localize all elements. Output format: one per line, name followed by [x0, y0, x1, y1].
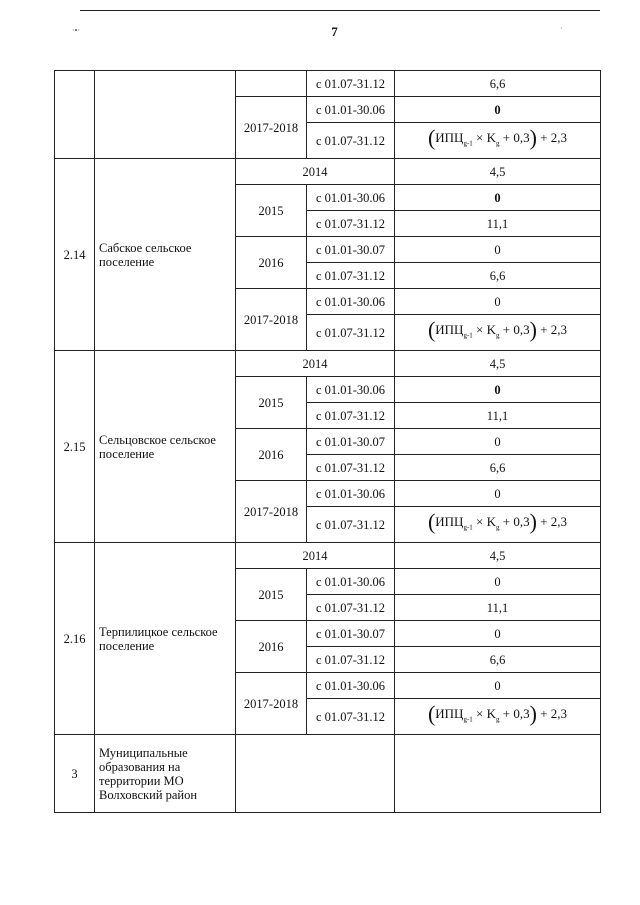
tariff-table	[54, 70, 601, 813]
period-cell: с 01.07-31.12	[307, 507, 395, 543]
year-cell: 2017-2018	[236, 673, 307, 735]
formula-cell	[395, 507, 601, 543]
settlement-name: Сабское сельское поселение	[95, 159, 236, 351]
formula-cell	[395, 315, 601, 351]
value-cell: 0	[395, 97, 601, 123]
value-cell: 0	[395, 673, 601, 699]
year-cell: 2017-2018	[236, 481, 307, 543]
tariff-formula: $(ИПЦ_{g-1} \times K_g + 0,3) + 2,3$	[427, 124, 568, 150]
value-cell: 0	[395, 377, 601, 403]
table-row	[55, 543, 601, 569]
year-cell: 2016	[236, 621, 307, 673]
year-cell	[236, 735, 395, 813]
year-cell: 2016	[236, 237, 307, 289]
value-cell: 6,6	[395, 647, 601, 673]
table-row	[55, 71, 601, 97]
table-row	[55, 351, 601, 377]
value-cell: 4,5	[395, 159, 601, 185]
settlement-name: Сельцовское сельское поселение	[95, 351, 236, 543]
period-cell: с 01.07-31.12	[307, 455, 395, 481]
table-row	[55, 735, 601, 813]
period-cell: с 01.01-30.06	[307, 377, 395, 403]
page-number: 7	[331, 24, 338, 39]
year-cell: 2015	[236, 569, 307, 621]
tariff-formula: $(ИПЦ_{g-1} \times K_g + 0,3) + 2,3$	[427, 316, 568, 342]
period-cell: с 01.07-31.12	[307, 211, 395, 237]
year-cell: 2014	[236, 351, 395, 377]
period-cell: с 01.07-31.12	[307, 71, 395, 97]
value-cell: 0	[395, 237, 601, 263]
tariff-formula: $(ИПЦ_{g-1} \times K_g + 0,3) + 2,3$	[427, 700, 568, 726]
top-rule	[80, 10, 600, 11]
section-number: 2.14	[55, 159, 95, 351]
period-cell: с 01.07-31.12	[307, 123, 395, 159]
period-cell: с 01.01-30.06	[307, 569, 395, 595]
year-cell: 2016	[236, 429, 307, 481]
year-cell: 2017-2018	[236, 97, 307, 159]
period-cell: с 01.01-30.06	[307, 185, 395, 211]
value-cell: 11,1	[395, 403, 601, 429]
formula-cell	[395, 699, 601, 735]
scan-speck: ·•·	[72, 26, 81, 35]
period-cell: с 01.01-30.07	[307, 237, 395, 263]
value-cell: 4,5	[395, 543, 601, 569]
period-cell: с 01.01-30.06	[307, 673, 395, 699]
section-number: 2.16	[55, 543, 95, 735]
value-cell: 0	[395, 185, 601, 211]
value-cell: 6,6	[395, 71, 601, 97]
value-cell: 11,1	[395, 211, 601, 237]
year-cell	[236, 71, 307, 97]
value-cell	[395, 735, 601, 813]
tariff-formula: $(ИПЦ_{g-1} \times K_g + 0,3) + 2,3$	[427, 508, 568, 534]
value-cell: 0	[395, 289, 601, 315]
value-cell: 4,5	[395, 351, 601, 377]
section-number: 2.15	[55, 351, 95, 543]
number-cell	[55, 71, 95, 159]
period-cell: с 01.01-30.06	[307, 289, 395, 315]
period-cell: с 01.07-31.12	[307, 403, 395, 429]
year-cell: 2014	[236, 159, 395, 185]
year-cell: 2015	[236, 377, 307, 429]
period-cell: с 01.07-31.12	[307, 699, 395, 735]
value-cell: 11,1	[395, 595, 601, 621]
period-cell: с 01.01-30.06	[307, 481, 395, 507]
formula-cell	[395, 123, 601, 159]
scan-speck: ·	[560, 24, 563, 33]
period-cell: с 01.01-30.07	[307, 429, 395, 455]
table-row	[55, 159, 601, 185]
value-cell: 0	[395, 481, 601, 507]
period-cell: с 01.07-31.12	[307, 595, 395, 621]
year-cell: 2017-2018	[236, 289, 307, 351]
year-cell: 2015	[236, 185, 307, 237]
value-cell: 0	[395, 429, 601, 455]
period-cell: с 01.01-30.07	[307, 621, 395, 647]
settlement-name: Терпилицкое сельское поселение	[95, 543, 236, 735]
period-cell: с 01.07-31.12	[307, 647, 395, 673]
name-cell	[95, 71, 236, 159]
period-cell: с 01.07-31.12	[307, 315, 395, 351]
value-cell: 0	[395, 621, 601, 647]
period-cell: с 01.07-31.12	[307, 263, 395, 289]
period-cell: с 01.01-30.06	[307, 97, 395, 123]
value-cell: 6,6	[395, 455, 601, 481]
municipality-name: Муниципальные образования на территории МО Волховский район	[95, 735, 236, 813]
section-number: 3	[55, 735, 95, 813]
value-cell: 0	[395, 569, 601, 595]
value-cell: 6,6	[395, 263, 601, 289]
year-cell: 2014	[236, 543, 395, 569]
